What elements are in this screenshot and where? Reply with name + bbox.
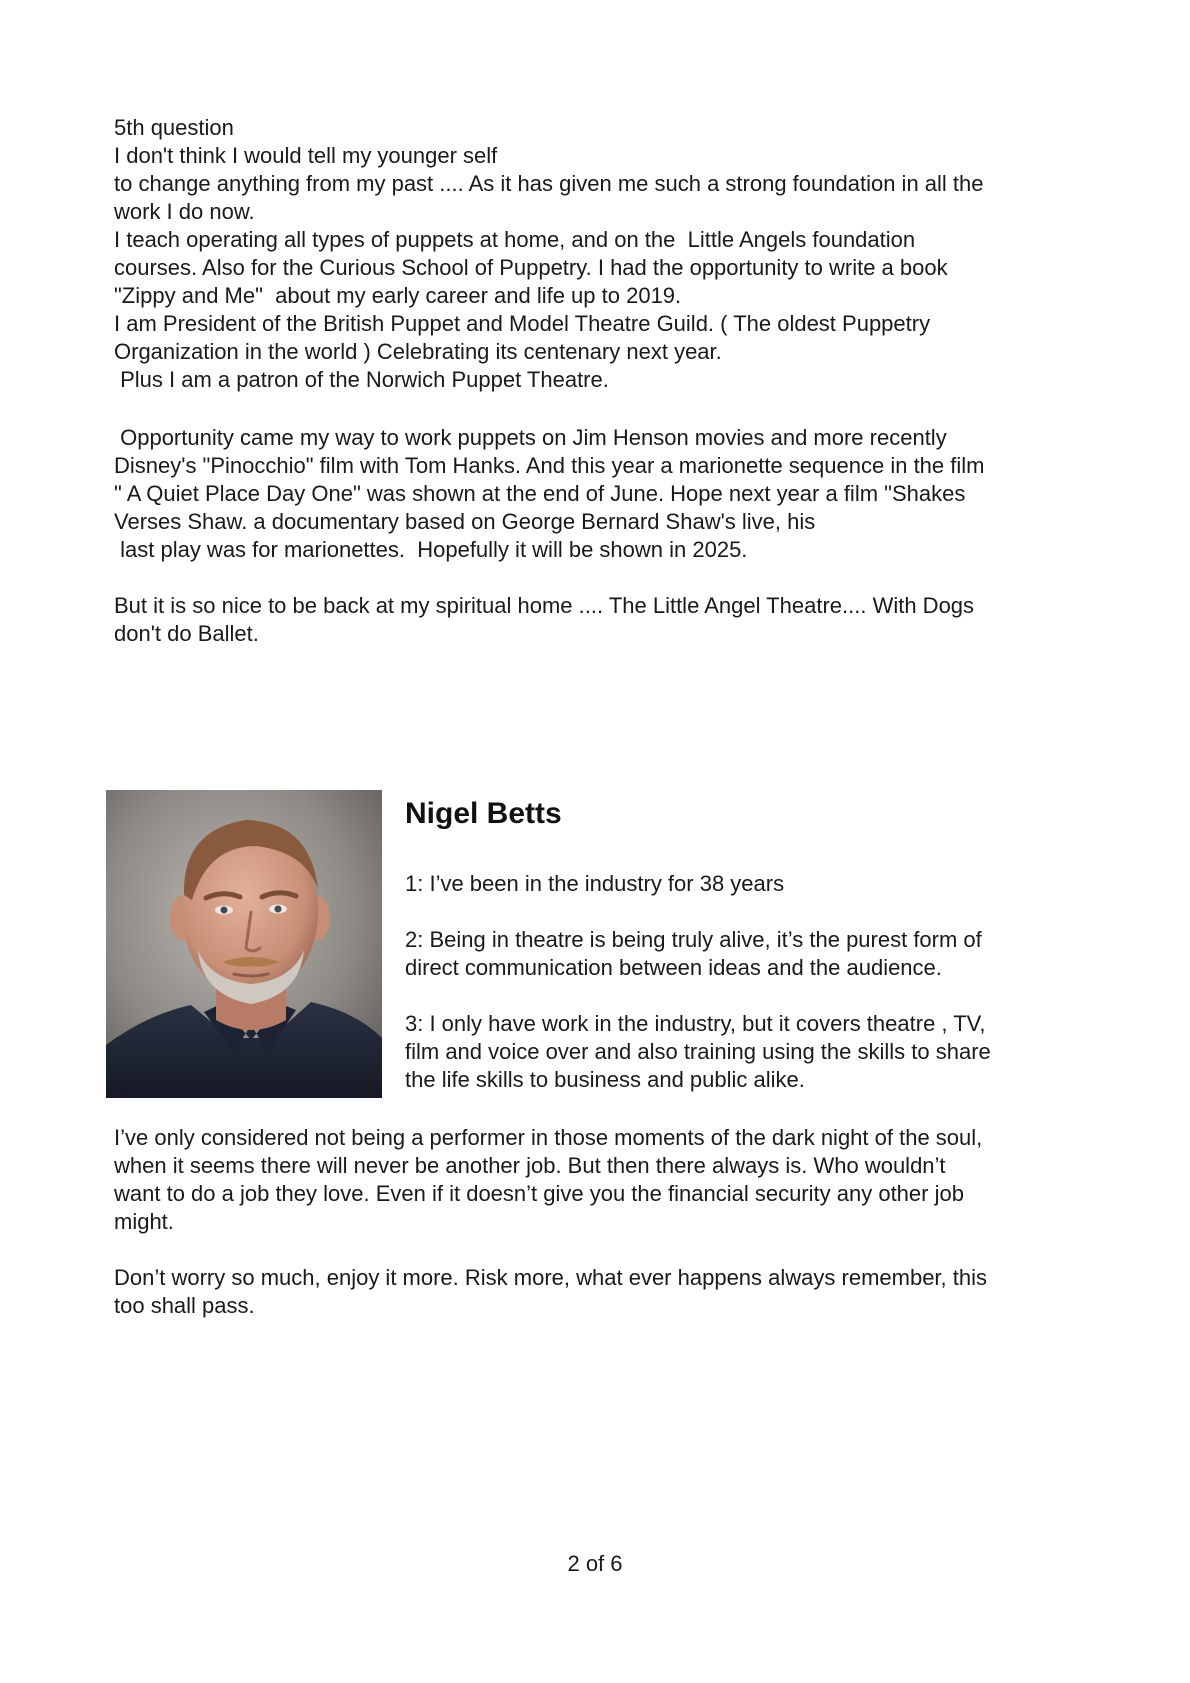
answer-3: 3: I only have work in the industry, but it covers theatre , TV, film and voice over and also training using the skills to share the life skills to business and public alike. [405, 1011, 991, 1092]
page-number: 2 of 6 [567, 1551, 623, 1576]
closing-paragraph: But it is so nice to be back at my spiritual home .... The Little Angel Theatre.... With Dogs don't do Ballet. [114, 593, 975, 646]
answer-5-advice-paragraph: Don’t worry so much, enjoy it more. Risk more, what ever happens always remember, this too shall pass. [114, 1265, 987, 1318]
portrait-photo [106, 790, 382, 1098]
answer-5-paragraph: 5th question I don't think I would tell my younger self to change anything from my past .... As it has given me such a strong foundation in all the work I do now. I teach operating all types of puppets at home, and on the Little Angels foundation courses. Also for the Curious School of Puppetry. I had the opportunity to write a book "Zippy and Me" about my early career and life up to 2019. I am President of the British Puppet and Model Theatre Guild. ( The oldest Puppetry Organization in the world ) Celebrating its centenary next year. Plus I am a patron of the Norwich Puppet Theatre. [114, 115, 984, 392]
answer-2: 2: Being in theatre is being truly alive, it’s the purest form of direct communication between ideas and the audience. [405, 927, 982, 980]
portrait-illustration [106, 790, 382, 1098]
person-name-heading: Nigel Betts [405, 797, 562, 830]
answer-4-paragraph: I’ve only considered not being a performer in those moments of the dark night of the soul, when it seems there will never be another job. But then there always is. Who wouldn’t want to do a job they love. Even if it doesn’t give you the financial security any other job might. [114, 1125, 983, 1234]
opportunity-paragraph: Opportunity came my way to work puppets on Jim Henson movies and more recently Disney's "Pinocchio" film with Tom Hanks. And this year a marionette sequence in the film " A Quiet Place Day One" was shown at the end of June. Hope next year a film "Shakes Verses Shaw. a documentary based on George Bernard Shaw's live, his last play was for marionettes. Hopefully it will be shown in 2025. [114, 425, 985, 562]
answer-1: 1: I’ve been in the industry for 38 years [405, 871, 785, 896]
